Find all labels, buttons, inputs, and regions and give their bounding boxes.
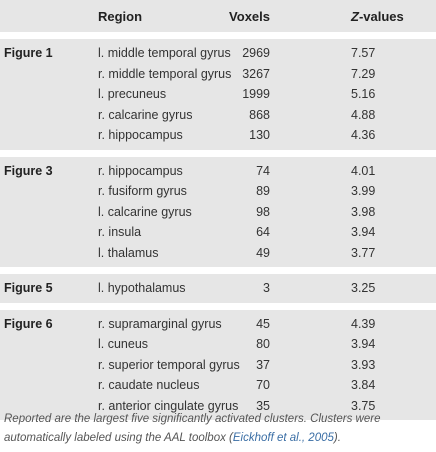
figure-label: Figure 3 — [4, 163, 53, 178]
header-zvalues-z: Z — [351, 9, 359, 24]
cell-voxels: 1999 — [242, 87, 270, 101]
cell-zvalue: 3.77 — [351, 245, 376, 260]
cell-voxels: 49 — [256, 245, 270, 260]
cell-voxels: 3267 — [242, 66, 270, 81]
table-row — [0, 181, 436, 202]
table-row — [0, 84, 436, 105]
cell-region: l. calcarine gyrus — [98, 204, 192, 219]
table-row — [0, 314, 436, 335]
cell-zvalue: 4.39 — [351, 316, 376, 331]
cell-zvalue: 3.99 — [351, 184, 376, 198]
figure-label: Figure 1 — [4, 46, 53, 60]
cell-zvalue: 3.94 — [351, 337, 376, 351]
cell-region: r. calcarine gyrus — [98, 107, 193, 122]
table-section — [0, 39, 436, 150]
cell-zvalue: 3.98 — [351, 204, 376, 219]
table-section — [0, 310, 436, 421]
cell-voxels: 45 — [256, 316, 270, 331]
cell-zvalue: 3.75 — [351, 398, 376, 413]
cell-voxels: 98 — [256, 204, 270, 219]
cell-region: l. precuneus — [98, 87, 167, 101]
table-row — [0, 375, 436, 396]
cell-zvalue: 7.57 — [351, 46, 376, 60]
cell-region: r. insula — [98, 225, 142, 239]
cell-voxels: 89 — [256, 184, 270, 198]
cell-zvalue: 4.01 — [351, 163, 376, 178]
cell-region: r. anterior cingulate gyrus — [98, 398, 239, 413]
footnote-text: Reported are the largest five significantly activated clusters. Clusters were automatically labeled using the AAL toolbox ( — [4, 413, 381, 444]
cell-voxels: 130 — [249, 128, 270, 142]
cell-region: r. supramarginal gyrus — [98, 316, 222, 331]
cell-region: r. superior temporal gyrus — [98, 357, 240, 372]
cell-zvalue: 3.84 — [351, 378, 376, 392]
cell-voxels: 70 — [256, 378, 270, 392]
table-row — [0, 43, 436, 64]
cell-voxels: 2969 — [242, 46, 270, 60]
footnote-end: ). — [333, 432, 341, 444]
table-body — [0, 32, 436, 420]
cell-region: r. hippocampus — [98, 163, 183, 178]
cell-voxels: 868 — [249, 107, 270, 122]
section-gap — [0, 303, 436, 310]
table-row — [0, 355, 436, 376]
cell-voxels: 74 — [256, 163, 270, 178]
cell-region: r. hippocampus — [98, 128, 183, 142]
header-region: Region — [98, 9, 143, 24]
table-row — [0, 222, 436, 243]
cell-region: r. fusiform gyrus — [98, 184, 187, 198]
cell-region: r. middle temporal gyrus — [98, 66, 232, 81]
cell-region: l. middle temporal gyrus — [98, 46, 231, 60]
cell-voxels: 64 — [256, 225, 270, 239]
cell-voxels: 3 — [263, 281, 270, 295]
cell-voxels: 37 — [256, 357, 270, 372]
header-voxels: Voxels — [229, 9, 270, 24]
cell-zvalue: 3.93 — [351, 357, 376, 372]
table-row — [0, 202, 436, 223]
table-footnote — [4, 410, 432, 448]
cell-region: l. hypothalamus — [98, 281, 186, 295]
table-section — [0, 157, 436, 268]
table-header — [0, 0, 436, 32]
figure-label: Figure 5 — [4, 281, 53, 295]
cell-zvalue: 3.94 — [351, 225, 376, 239]
cell-voxels: 35 — [256, 398, 270, 413]
cell-zvalue: 3.25 — [351, 281, 376, 295]
table-row — [0, 334, 436, 355]
table-row — [0, 243, 436, 264]
cell-voxels: 80 — [256, 337, 270, 351]
cell-zvalue: 4.88 — [351, 107, 376, 122]
cell-region: l. thalamus — [98, 245, 159, 260]
cell-zvalue: 5.16 — [351, 87, 376, 101]
table-row — [0, 64, 436, 85]
cell-region: l. cuneus — [98, 337, 149, 351]
section-gap — [0, 267, 436, 274]
table-row — [0, 105, 436, 126]
cell-region: r. caudate nucleus — [98, 378, 200, 392]
header-zvalues: Z-values — [351, 9, 404, 24]
table-row — [0, 125, 436, 146]
table-row — [0, 278, 436, 299]
cell-zvalue: 7.29 — [351, 66, 376, 81]
section-gap — [0, 150, 436, 157]
section-gap — [0, 32, 436, 39]
table-section — [0, 274, 436, 303]
figure-label: Figure 6 — [4, 316, 53, 331]
cell-zvalue: 4.36 — [351, 128, 376, 142]
footnote-citation-link[interactable]: Eickhoff et al., 2005 — [232, 432, 334, 444]
table-row — [0, 161, 436, 182]
